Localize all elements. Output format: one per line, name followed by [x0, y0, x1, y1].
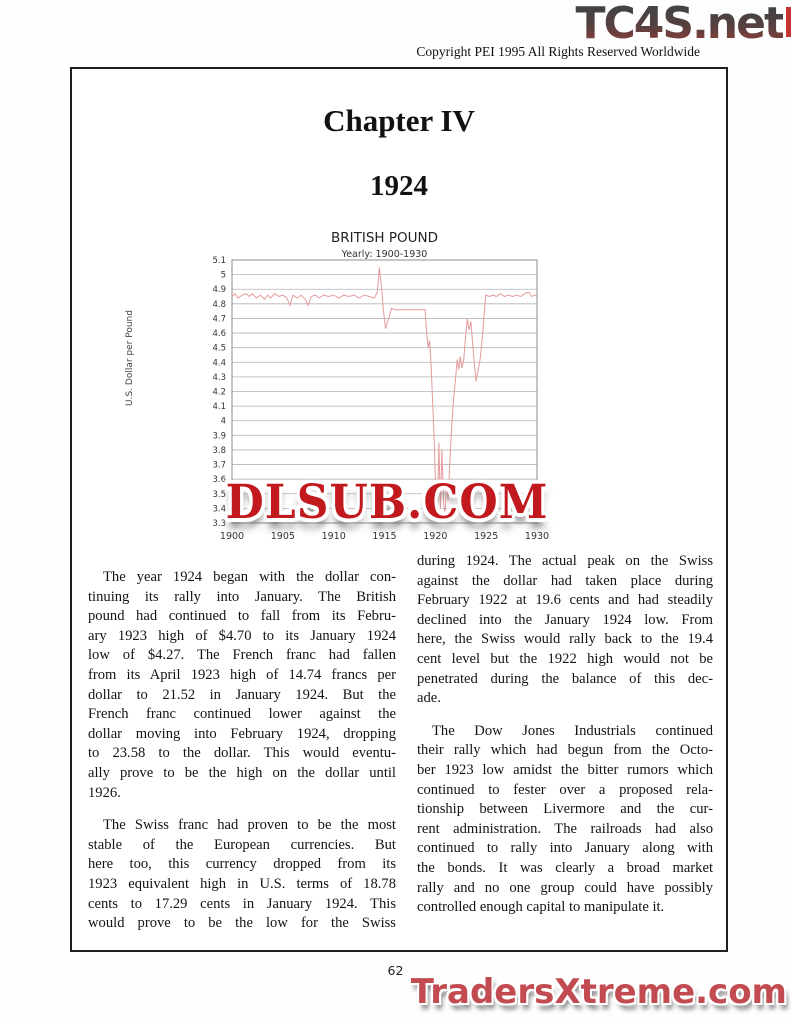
- svg-text:1915: 1915: [372, 531, 397, 542]
- text-line: stable of the European currencies. But: [88, 836, 396, 853]
- paragraph: [417, 552, 713, 709]
- text-line: from its April 1923 high of 14.74 francs per: [88, 666, 396, 683]
- page-number: 62: [387, 963, 404, 978]
- text-line: cent level but the 1922 high would not be: [417, 650, 713, 667]
- tc4s-logo[interactable]: TC4S.net: [575, 0, 783, 49]
- svg-text:4.9: 4.9: [212, 285, 226, 296]
- svg-text:U.S. Dollar per Pound: U.S. Dollar per Pound: [125, 310, 135, 406]
- text-line: The Swiss franc had proven to be the most: [103, 817, 396, 834]
- svg-text:3.4: 3.4: [212, 504, 226, 515]
- text-line: dollar moving into February 1924, dropping: [88, 725, 396, 742]
- text-line: controlled enough capital to manipulate it.: [417, 899, 665, 916]
- svg-text:3.5: 3.5: [212, 489, 226, 500]
- text-line: continued to rally into January along with: [417, 840, 713, 857]
- text-line: would prove to be the low for the Swiss: [88, 915, 396, 932]
- text-line: here, the Swiss would rally back to the 19.4: [417, 631, 713, 648]
- svg-text:3.6: 3.6: [212, 475, 226, 486]
- text-line: ade.: [417, 690, 441, 707]
- text-line: here too, this currency dropped from its: [88, 856, 396, 873]
- paragraph: [417, 722, 713, 918]
- copyright-line: Copyright PEI 1995 All Rights Reserved Worldwide: [416, 44, 700, 59]
- svg-text:4.4: 4.4: [212, 358, 226, 369]
- text-line: cents to 17.29 cents in January 1924. This: [88, 895, 396, 912]
- svg-text:3.7: 3.7: [212, 460, 226, 471]
- year-title: 1924: [370, 170, 428, 202]
- text-line: 1926.: [88, 784, 121, 801]
- right-text-column: [417, 552, 713, 931]
- text-line: low of $4.27. The French franc had fallen: [88, 647, 396, 664]
- text-line: dollar to 21.52 in January 1924. But the: [88, 686, 396, 703]
- text-line: The year 1924 began with the dollar con-: [103, 569, 396, 585]
- svg-text:3.8: 3.8: [212, 445, 226, 456]
- text-line: continued to fester over a proposed rela-: [417, 781, 713, 798]
- left-text-column: [88, 568, 396, 947]
- svg-text:3.3: 3.3: [212, 519, 226, 529]
- page-border-frame: [70, 67, 728, 952]
- text-line: to 23.58 to the dollar. This would eventu-: [88, 745, 396, 762]
- svg-text:4.2: 4.2: [212, 387, 226, 398]
- red-accent-strip: [786, 7, 791, 37]
- text-line: their rally which had begun from the Octo-: [417, 742, 713, 759]
- paragraph: [88, 816, 396, 934]
- text-line: ber 1923 low amidst the bitter rumors which: [417, 761, 713, 778]
- chart-subtitle: Yearly: 1900-1930: [341, 249, 428, 260]
- text-line: during 1924. The actual peak on the Swiss: [417, 553, 713, 569]
- svg-text:4.8: 4.8: [212, 299, 226, 310]
- tradersxtreme-logo[interactable]: TradersXtreme.com: [410, 972, 787, 1012]
- svg-text:1910: 1910: [321, 531, 346, 542]
- svg-text:4: 4: [220, 416, 226, 427]
- text-line: rally and no one group could have possibly: [417, 879, 713, 896]
- text-line: the bonds. It was clearly a broad market: [417, 859, 713, 876]
- svg-text:4.7: 4.7: [212, 314, 226, 325]
- text-line: The Dow Jones Industrials continued: [432, 722, 713, 739]
- text-line: French franc continued lower against the: [88, 706, 396, 723]
- text-line: tinuing its rally into January. The British: [88, 588, 396, 605]
- svg-text:5: 5: [220, 270, 226, 281]
- text-line: tionship between Livermore and the cur-: [417, 801, 713, 818]
- text-line: rent administration. The railroads had also: [417, 820, 713, 837]
- svg-text:4.6: 4.6: [212, 329, 226, 340]
- paragraph: [88, 568, 396, 803]
- svg-text:4.5: 4.5: [212, 343, 226, 354]
- svg-text:1900: 1900: [219, 531, 245, 542]
- svg-text:4.3: 4.3: [212, 372, 226, 383]
- text-line: ary 1923 high of $4.70 to its January 1924: [88, 627, 396, 644]
- chart-title: BRITISH POUND: [330, 230, 438, 246]
- svg-text:1920: 1920: [423, 531, 448, 542]
- text-line: February 1922 at 19.6 cents and had steadily: [417, 592, 713, 609]
- svg-text:4.1: 4.1: [212, 402, 226, 413]
- text-line: against the dollar had taken place during: [417, 572, 713, 589]
- svg-text:1905: 1905: [270, 531, 295, 542]
- text-line: declined into the January 1924 low. From: [417, 611, 713, 628]
- svg-text:1925: 1925: [474, 531, 499, 542]
- text-line: pound had continued to fall from its Febru-: [88, 608, 396, 625]
- svg-text:3.9: 3.9: [212, 431, 226, 442]
- text-line: 1923 equivalent high in U.S. terms of 18.78: [88, 875, 396, 892]
- chapter-title: Chapter IV: [323, 103, 475, 138]
- dlsub-watermark[interactable]: DLSUB.COM: [225, 475, 549, 530]
- svg-text:5.1: 5.1: [212, 256, 226, 266]
- text-line: penetrated during the balance of this dec-: [417, 670, 713, 687]
- svg-text:1930: 1930: [524, 531, 550, 542]
- text-line: ally prove to be the high on the dollar until: [88, 764, 396, 781]
